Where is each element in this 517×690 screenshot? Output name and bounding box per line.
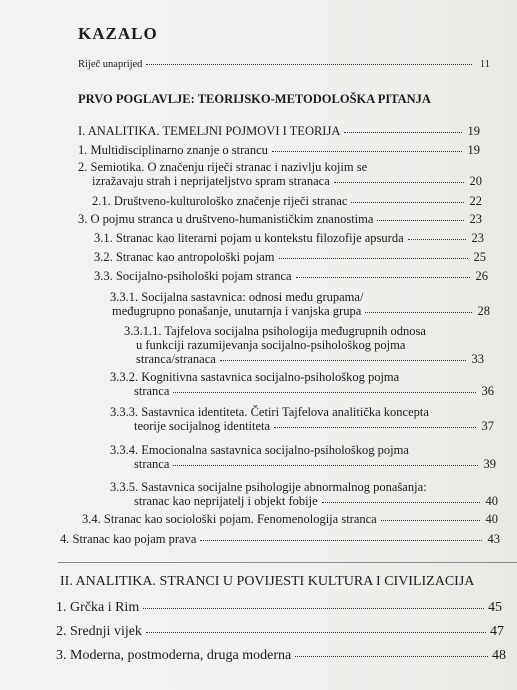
toc-entry-3-3-1: 3.3.1. Socijalna sastavnica: odnosi među grupama/ međugrupno ponašanje, unutarnja i vanjska grupa 28 <box>110 290 490 318</box>
toc-entry-3-3: 3.3. Socijalno-psihološki pojam stranca 26 <box>94 269 488 283</box>
toc-entry-4: 4. Stranac kao pojam prava 43 <box>60 532 500 546</box>
toc-entry-3-3-3: 3.3.3. Sastavnica identiteta. Četiri Tajfelova analitička koncepta teorije socijalnog identiteta 37 <box>110 405 494 433</box>
toc-entry-3-3-2: 3.3.2. Kognitivna sastavnica socijalno-psihološkog pojma stranca 36 <box>110 370 494 398</box>
page-edge-divider <box>58 562 517 563</box>
toc-entry-3-2: 3.2. Stranac kao antropološki pojam 25 <box>94 250 486 264</box>
toc-entry-3-3-1-1: 3.3.1.1. Tajfelova socijalna psihologija međugrupnih odnosa u funkciji razumijevanja socijalno-psihološkog pojma stranca/stranaca 33 <box>124 324 484 366</box>
toc-entry-2: 2. Semiotika. O značenju riječi stranac i nazivlju kojim se izražavaju strah i neprijateljstvo spram stranaca 20 <box>78 160 482 188</box>
toc-entry-middle-ages: 2. Srednji vijek 47 <box>56 624 504 639</box>
toc-entry-greece-rome: 1. Grčka i Rim 45 <box>56 600 502 615</box>
toc-entry-2-1: 2.1. Društveno-kulturološko značenje riječi stranac 22 <box>92 194 482 208</box>
toc-entry-3-3-4: 3.3.4. Emocionalna sastavnica socijalno-psihološkog pojma stranca 39 <box>110 443 496 471</box>
toc-entry-3-3-5: 3.3.5. Sastavnica socijalne psihologije abnormalnog ponašanja: stranac kao neprijatelj i objekt fobije 40 <box>110 480 498 508</box>
toc-entry-3-1: 3.1. Stranac kao literarni pojam u kontekstu filozofije apsurda 23 <box>94 231 484 245</box>
toc-entry-1: 1. Multidisciplinarno znanje o strancu 19 <box>78 143 480 157</box>
toc-title: KAZALO <box>78 24 158 43</box>
toc-entry-foreword: Riječ unaprijed 11 <box>78 59 490 70</box>
section-heading-part-2: II. ANALITIKA. STRANCI U POVIJESTI KULTURA I CIVILIZACIJA <box>60 574 475 589</box>
toc-entry-3-4: 3.4. Stranac kao sociološki pojam. Fenomenologija stranca 40 <box>82 512 498 526</box>
toc-entry-modernity: 3. Moderna, postmoderna, druga moderna 48 <box>56 648 506 663</box>
toc-entry-part-1: I. ANALITIKA. TEMELJNI POJMOVI I TEORIJA 19 <box>78 124 480 138</box>
chapter-heading: PRVO POGLAVLJE: TEORIJSKO-METODOLOŠKA PITANJA <box>78 92 431 106</box>
toc-entry-3: 3. O pojmu stranca u društveno-humanističkim znanostima 23 <box>78 212 482 226</box>
